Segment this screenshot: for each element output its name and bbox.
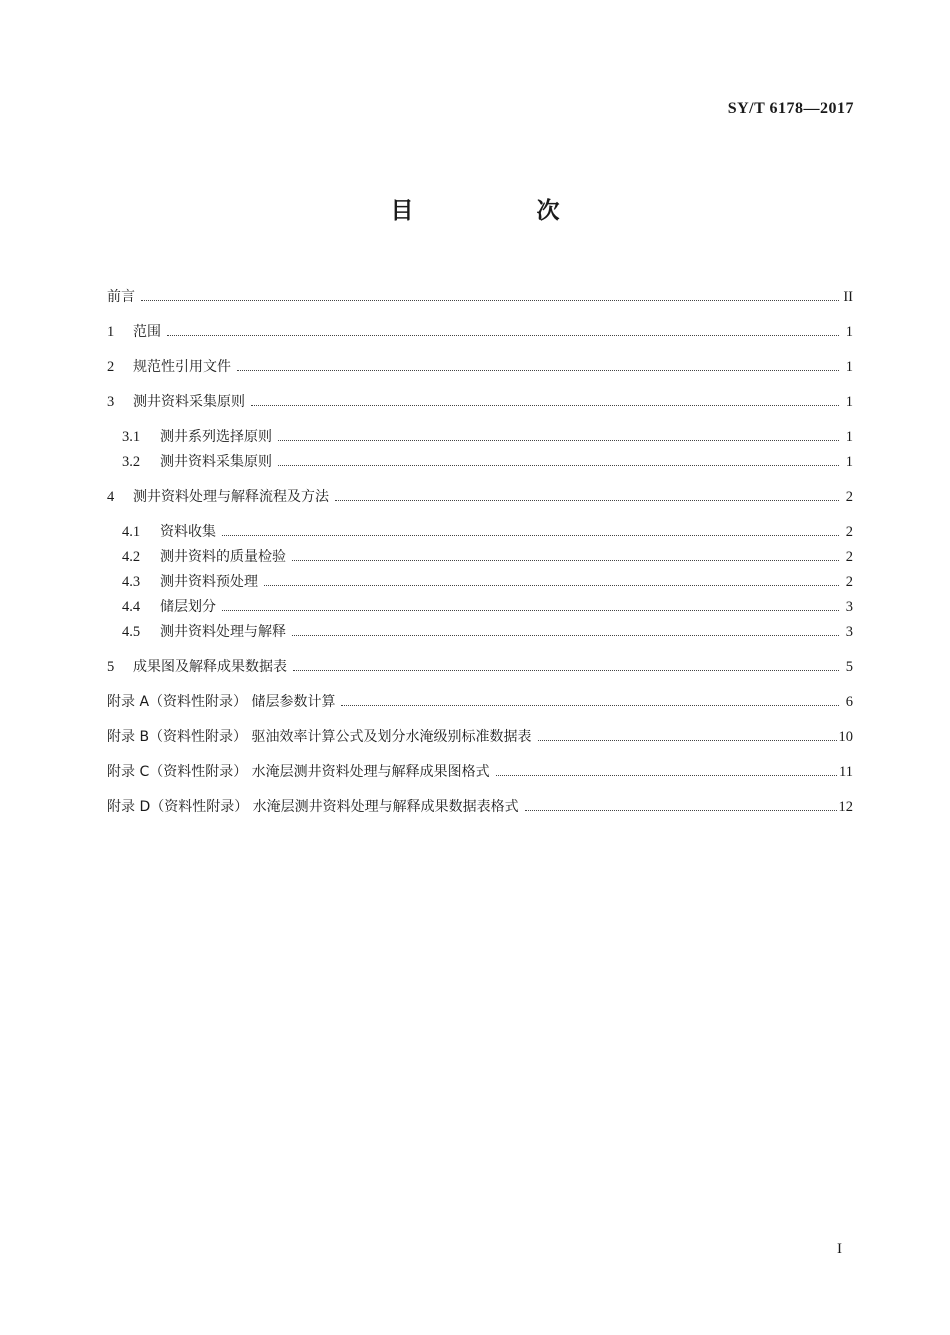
toc-entry-number: 3.2 xyxy=(122,454,141,470)
toc-entry-label: 测井系列选择原则 xyxy=(160,429,272,445)
toc-entry-number: 5 xyxy=(107,659,115,675)
toc-entry-page: 3 xyxy=(845,624,853,640)
dot-leader xyxy=(538,740,837,741)
dot-leader xyxy=(251,405,839,406)
toc-entry-number: 4.2 xyxy=(122,549,141,565)
dot-leader xyxy=(341,705,839,706)
toc-entry-label: 测井资料处理与解释 xyxy=(160,624,286,640)
toc-entry-3-1[interactable] xyxy=(107,425,853,450)
toc-entry-number: 4.1 xyxy=(122,524,141,540)
toc-entry-4-4[interactable] xyxy=(107,595,853,620)
dot-leader xyxy=(237,370,839,371)
toc-entry-4-5[interactable] xyxy=(107,620,853,645)
toc-entry-2[interactable] xyxy=(107,355,853,380)
toc-entry-appendix-b[interactable] xyxy=(107,725,853,750)
toc-entry-4-2[interactable] xyxy=(107,545,853,570)
toc-entry-label: 测井资料采集原则 xyxy=(133,394,245,410)
toc-entry-4-1[interactable] xyxy=(107,520,853,545)
toc-entry-page: 2 xyxy=(845,524,853,540)
toc-entry-appendix-c[interactable] xyxy=(107,760,853,785)
dot-leader xyxy=(278,440,839,441)
toc-entry-appendix-d[interactable] xyxy=(107,795,853,820)
toc-entry-appendix-a[interactable] xyxy=(107,690,853,715)
toc-entry-label: 资料收集 xyxy=(160,524,216,540)
dot-leader xyxy=(141,300,839,301)
toc-entry-label: 附录 C（资料性附录） 水淹层测井资料处理与解释成果图格式 xyxy=(107,764,490,780)
dot-leader xyxy=(222,610,839,611)
toc-entry-page: II xyxy=(843,289,853,305)
toc-entry-label: 测井资料采集原则 xyxy=(160,454,272,470)
table-of-contents xyxy=(107,285,853,820)
toc-entry-4[interactable] xyxy=(107,485,853,510)
toc-entry-page: 5 xyxy=(845,659,853,675)
toc-entry-3[interactable] xyxy=(107,390,853,415)
toc-entry-number: 4.4 xyxy=(122,599,141,615)
toc-entry-number: 4 xyxy=(107,489,115,505)
toc-entry-3-2[interactable] xyxy=(107,450,853,475)
toc-entry-page: 1 xyxy=(845,394,853,410)
toc-entry-label: 附录 D（资料性附录） 水淹层测井资料处理与解释成果数据表格式 xyxy=(107,799,519,815)
toc-entry-foreword[interactable] xyxy=(107,285,853,310)
toc-entry-label: 前言 xyxy=(107,289,135,305)
dot-leader xyxy=(292,635,839,636)
toc-entry-page: 10 xyxy=(838,729,853,745)
toc-entry-label: 成果图及解释成果数据表 xyxy=(133,659,287,675)
toc-entry-number: 4.5 xyxy=(122,624,141,640)
toc-entry-page: 1 xyxy=(845,324,853,340)
dot-leader xyxy=(278,465,839,466)
dot-leader xyxy=(293,670,839,671)
dot-leader xyxy=(525,810,837,811)
toc-entry-label: 附录 B（资料性附录） 驱油效率计算公式及划分水淹级别标准数据表 xyxy=(107,729,532,745)
toc-entry-page: 1 xyxy=(845,429,853,445)
dot-leader xyxy=(496,775,837,776)
standard-code: SY/T 6178—2017 xyxy=(727,100,854,117)
toc-title: 目 次 xyxy=(390,198,610,224)
toc-entry-page: 11 xyxy=(839,764,853,780)
toc-entry-page: 2 xyxy=(845,574,853,590)
toc-entry-page: 6 xyxy=(845,694,853,710)
toc-entry-page: 2 xyxy=(845,549,853,565)
toc-entry-label: 规范性引用文件 xyxy=(133,359,231,375)
toc-entry-1[interactable] xyxy=(107,320,853,345)
page-number: I xyxy=(837,1241,842,1257)
toc-entry-4-3[interactable] xyxy=(107,570,853,595)
dot-leader xyxy=(167,335,839,336)
dot-leader xyxy=(292,560,839,561)
toc-entry-label: 测井资料预处理 xyxy=(160,574,258,590)
toc-entry-label: 附录 A（资料性附录） 储层参数计算 xyxy=(107,694,336,710)
toc-entry-number: 3 xyxy=(107,394,115,410)
toc-entry-label: 储层划分 xyxy=(160,599,216,615)
toc-entry-page: 12 xyxy=(838,799,853,815)
toc-entry-label: 测井资料的质量检验 xyxy=(160,549,286,565)
toc-entry-number: 4.3 xyxy=(122,574,141,590)
toc-entry-number: 3.1 xyxy=(122,429,141,445)
toc-entry-page: 1 xyxy=(845,359,853,375)
toc-entry-label: 测井资料处理与解释流程及方法 xyxy=(133,489,329,505)
toc-entry-page: 3 xyxy=(845,599,853,615)
toc-entry-page: 1 xyxy=(845,454,853,470)
toc-entry-page: 2 xyxy=(845,489,853,505)
toc-entry-label: 范围 xyxy=(133,324,161,340)
toc-entry-number: 1 xyxy=(107,324,115,340)
dot-leader xyxy=(222,535,839,536)
toc-entry-number: 2 xyxy=(107,359,115,375)
toc-entry-5[interactable] xyxy=(107,655,853,680)
dot-leader xyxy=(264,585,839,586)
dot-leader xyxy=(335,500,839,501)
